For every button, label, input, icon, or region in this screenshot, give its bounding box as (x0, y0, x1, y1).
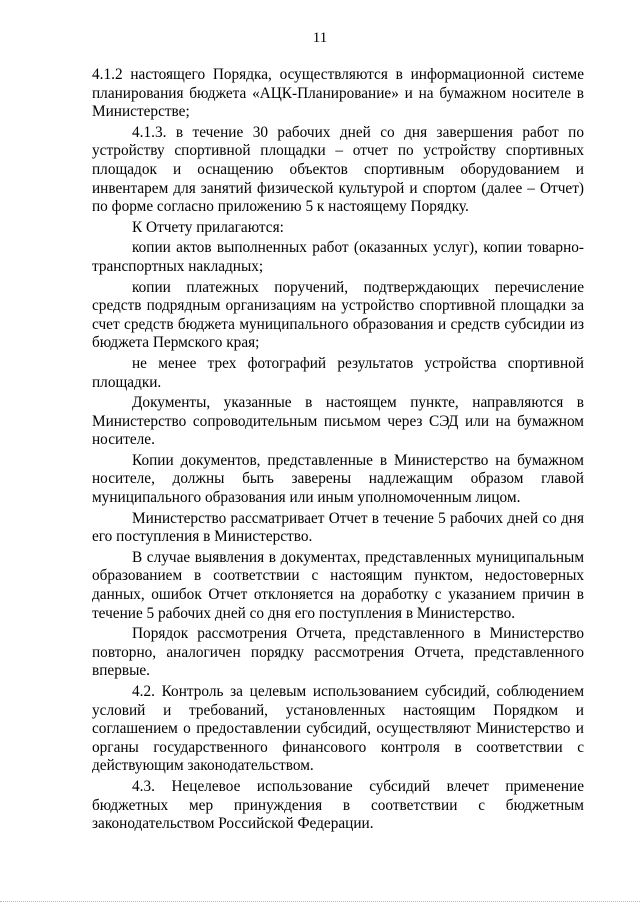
scan-edge-line (0, 901, 640, 902)
paragraph-attachment-acts: копии актов выполненных работ (оказанных услуг), копии товарно-транспортных накладных; (92, 239, 584, 275)
paragraph-4-2-control: 4.2. Контроль за целевым использованием субсидий, соблюдением условий и требований, установленных настоящим Порядком и соглашением о предоставлении субсидий, осуществляют Министерство и органы государственного финансового контроля в соответствии с действующим законодательством. (92, 683, 584, 775)
document-body (92, 66, 584, 834)
paragraph-repeat-review: Порядок рассмотрения Отчета, представленного в Министерство повторно, аналогичен порядку рассмотрения Отчета, представленного впервые. (92, 625, 584, 680)
paragraph-documents-sending: Документы, указанные в настоящем пункте, направляются в Министерство сопроводительным письмом через СЭД или на бумажном носителе. (92, 394, 584, 449)
paragraph-4-1-3: 4.1.3. в течение 30 рабочих дней со дня завершения работ по устройству спортивной площадки – отчет по устройству спортивных площадок и оснащению объектов спортивным оборудованием и инвентарем для занятий физической культурой и спортом (далее – Отчет) по форме согласно приложению 5 к настоящему Порядку. (92, 123, 584, 216)
paragraph-report-rejection: В случае выявления в документах, представленных муниципальным образованием в соответствии с настоящим пунктом, недостоверных данных, ошибок Отчет отклоняется на доработку с указанием причин в течение 5 рабочих дней со дня его поступления в Министерство. (92, 548, 584, 622)
paragraph-attachment-photos: не менее трех фотографий результатов устройства спортивной площадки. (92, 354, 584, 391)
page-number: 11 (312, 30, 328, 46)
paragraph-report-review: Министерство рассматривает Отчет в течение 5 рабочих дней со дня его поступления в Министерство. (92, 509, 584, 546)
paragraph-report-attachments-intro: К Отчету прилагаются: (132, 218, 284, 236)
paragraph-4-3-misuse: 4.3. Нецелевое использование субсидий влечет применение бюджетных мер принуждения в соответствии с бюджетным законодательством Российской Федерации. (92, 777, 584, 833)
paragraph-copies-certification: Копии документов, представленные в Министерство на бумажном носителе, должны быть заверены надлежащим образом главой муниципального образования или иным уполномоченным лицом. (92, 451, 584, 507)
paragraph-continuation: 4.1.2 настоящего Порядка, осуществляются в информационной системе планирования бюджета «АЦК-Планирование» и на бумажном носителе в Министерстве; (92, 66, 584, 121)
paragraph-attachment-payments: копии платежных поручений, подтверждающих перечисление средств подрядным организациям на устройство спортивной площадки за счет средств бюджета муниципального образования и средств субсидии из бюджета Пермского края; (92, 278, 584, 352)
